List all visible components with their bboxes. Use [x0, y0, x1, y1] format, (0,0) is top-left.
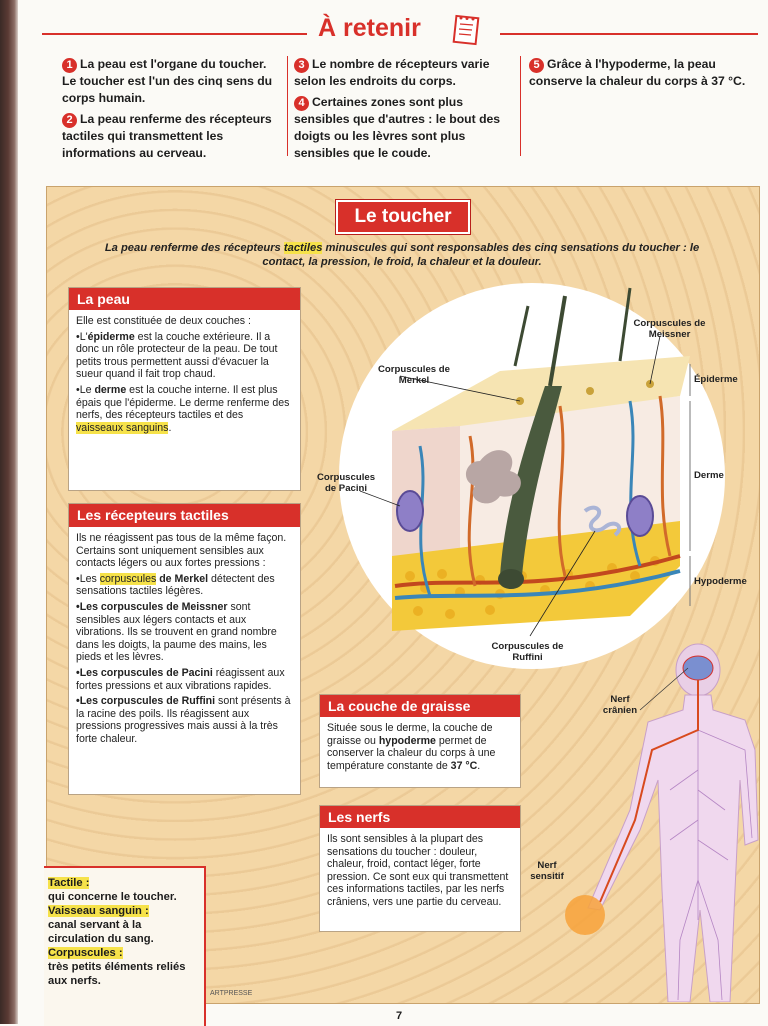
- recepteurs-heading: Les récepteurs tactiles: [69, 504, 300, 527]
- peau-text: [69, 310, 300, 442]
- retenir-point-text: Grâce à l'hypoderme, la peau conserve la chaleur du corps à 37 °C.: [529, 57, 746, 88]
- peau-paragraph: [76, 331, 293, 381]
- peau-paragraph: [76, 384, 293, 434]
- credit: ARTPRESSE: [210, 990, 253, 997]
- label-leader: [640, 668, 688, 710]
- text: sont sensibles aux légers contacts et aux vibrations. Ils se trouvent en grand nombre dans les doigts, la paume des mains, les pieds et les lèvres.: [76, 600, 277, 664]
- header-rule-right: [500, 33, 758, 35]
- nerfs-heading: Les nerfs: [320, 806, 520, 828]
- intro-text: La peau renferme des récepteurs: [104, 242, 284, 254]
- glossary-term: Corpuscules :: [48, 947, 123, 959]
- column-divider: [520, 56, 521, 156]
- text: Située sous le derme, la couche de graisse ou: [327, 722, 493, 747]
- glossary-entry: [48, 904, 200, 946]
- text: •L': [76, 330, 88, 343]
- number-badge: 5: [529, 58, 544, 73]
- pacini-corpuscle: [397, 491, 423, 531]
- retenir-col-2: [294, 56, 514, 162]
- nerfs-box: [319, 805, 521, 932]
- hair-bulb: [498, 569, 524, 589]
- label-derme: Derme: [694, 470, 724, 481]
- text: détectent des sensations tactiles légères.: [76, 572, 275, 598]
- page-number: 7: [396, 1010, 403, 1022]
- text: est la couche interne. Il est plus épais que l'épiderme. Le derme renferme des nerfs, des récepteurs tactiles et des: [76, 383, 290, 422]
- column-divider: [287, 56, 288, 156]
- pacini-corpuscle: [627, 496, 653, 536]
- term-bold: •Les corpuscules de Meissner: [76, 600, 228, 613]
- glossary-definition: canal servant à la circulation du sang.: [48, 919, 154, 945]
- retenir-point-2: [62, 111, 282, 162]
- body-figure: [540, 640, 760, 1002]
- label-merkel: Corpuscules de Merkel: [378, 364, 450, 386]
- retenir-point-3: [294, 56, 514, 90]
- label-nerf-cranien: Nerf crânien: [602, 694, 638, 716]
- retenir-col-1: [62, 56, 282, 162]
- graisse-heading: La couche de graisse: [320, 695, 520, 717]
- glossary-definition: qui concerne le toucher.: [48, 891, 177, 903]
- retenir-col-3: [529, 56, 749, 90]
- term-bold: hypoderme: [378, 734, 436, 747]
- peau-paragraph: Elle est constituée de deux couches :: [76, 315, 251, 327]
- text: sont présents à la racine des poils. Ils réagissent aux pressions progressives mais aussi à la très forte chaleur.: [76, 695, 291, 745]
- number-badge: 3: [294, 58, 309, 73]
- recepteurs-box: [68, 503, 301, 795]
- header-rule-left: [42, 33, 307, 35]
- text: permet de conserver la chaleur du corps à une température constante de: [327, 734, 496, 772]
- recepteurs-paragraph: [76, 573, 293, 598]
- term-bold: derme: [94, 383, 127, 396]
- retenir-point-text: La peau est l'organe du toucher. Le toucher est l'un des cinq sens du corps humain.: [62, 57, 273, 105]
- label-epiderme: Épiderme: [694, 374, 738, 385]
- number-badge: 4: [294, 96, 309, 111]
- term-bold: de Merkel: [156, 572, 209, 585]
- panel-title: Le toucher: [336, 200, 470, 234]
- graisse-box: [319, 694, 521, 788]
- text: •Les: [76, 572, 100, 585]
- text: •Le: [76, 383, 95, 396]
- text: .: [477, 759, 481, 772]
- hand-glow: [565, 895, 605, 935]
- glossary-term: Tactile :: [48, 877, 90, 889]
- glossary-list: [48, 876, 200, 988]
- notepad-icon: [452, 12, 482, 46]
- text: est la couche extérieure. Il a donc un rôle protecteur de la peau. De tout petits trous permettent aussi d'évacuer la sueur quand il fait trop chaud.: [76, 330, 278, 381]
- recepteurs-paragraph: [76, 695, 293, 745]
- glossary-entry: [48, 946, 200, 988]
- retenir-point-4: [294, 94, 514, 162]
- glossary-definition: très petits éléments reliés aux nerfs.: [48, 961, 186, 987]
- glossary-term: Vaisseau sanguin :: [48, 905, 149, 917]
- peau-box: [68, 287, 301, 491]
- term-bold: •Les corpuscules de Ruffini: [76, 695, 216, 708]
- retenir-point-text: La peau renferme des récepteurs tactiles qui transmettent les informations au cerveau.: [62, 112, 272, 160]
- text: réagissent aux fortes pressions et aux vibrations rapides.: [76, 666, 285, 692]
- retenir-point-1: [62, 56, 282, 107]
- term-bold: •Les corpuscules de Pacini: [76, 666, 213, 679]
- intro-highlight: tactiles: [283, 242, 323, 254]
- retenir-point-5: [529, 56, 749, 90]
- recepteurs-paragraph: [76, 601, 293, 664]
- retenir-point-text: Le nombre de récepteurs varie selon les endroits du corps.: [294, 57, 490, 88]
- number-badge: 2: [62, 113, 77, 128]
- term-bold: épiderme: [87, 330, 135, 343]
- retenir-title: À retenir: [318, 14, 421, 42]
- label-hypoderme: Hypoderme: [694, 576, 747, 587]
- label-meissner: Corpuscules de Meissner: [633, 318, 706, 340]
- nerfs-text: Ils sont sensibles à la plupart des sensations du toucher : douleur, chaleur, froid, contact léger, forte pression. Ce sont eux qui transmettent ces informations tactiles, par les nerfs crâniens, vers une partie du cerveau.: [327, 833, 509, 908]
- intro-text: minuscules qui sont responsables des cinq sensations du toucher : le contact, la pression, le froid, la chaleur et la douleur.: [262, 242, 700, 268]
- retenir-point-text: Certaines zones sont plus sensibles que d'autres : le bout des doigts ou les lèvres sont plus sensibles que le coude.: [294, 95, 501, 160]
- peau-heading: La peau: [69, 288, 300, 310]
- temperature-value: 37 °C: [450, 759, 478, 772]
- label-nerf-sensitif: Nerf sensitif: [530, 860, 564, 882]
- number-badge: 1: [62, 58, 77, 73]
- text: .: [168, 421, 172, 434]
- glossary-entry: [48, 876, 200, 904]
- graisse-text: [320, 717, 520, 777]
- term-highlight: vaisseaux sanguins: [76, 421, 169, 434]
- recepteurs-paragraph: [76, 667, 293, 692]
- label-ruffini: Corpuscules de Ruffini: [491, 641, 564, 663]
- recepteurs-text: [69, 527, 300, 754]
- term-highlight: corpuscules: [99, 572, 157, 585]
- panel-intro: [100, 241, 704, 269]
- recepteurs-paragraph: Ils ne réagissent pas tous de la même façon. Certains sont uniquement sensibles aux contacts légers ou aux fortes pressions :: [76, 532, 287, 570]
- page-edge-shadow: [0, 0, 18, 1024]
- label-pacini: Corpuscules de Pacini: [316, 472, 376, 494]
